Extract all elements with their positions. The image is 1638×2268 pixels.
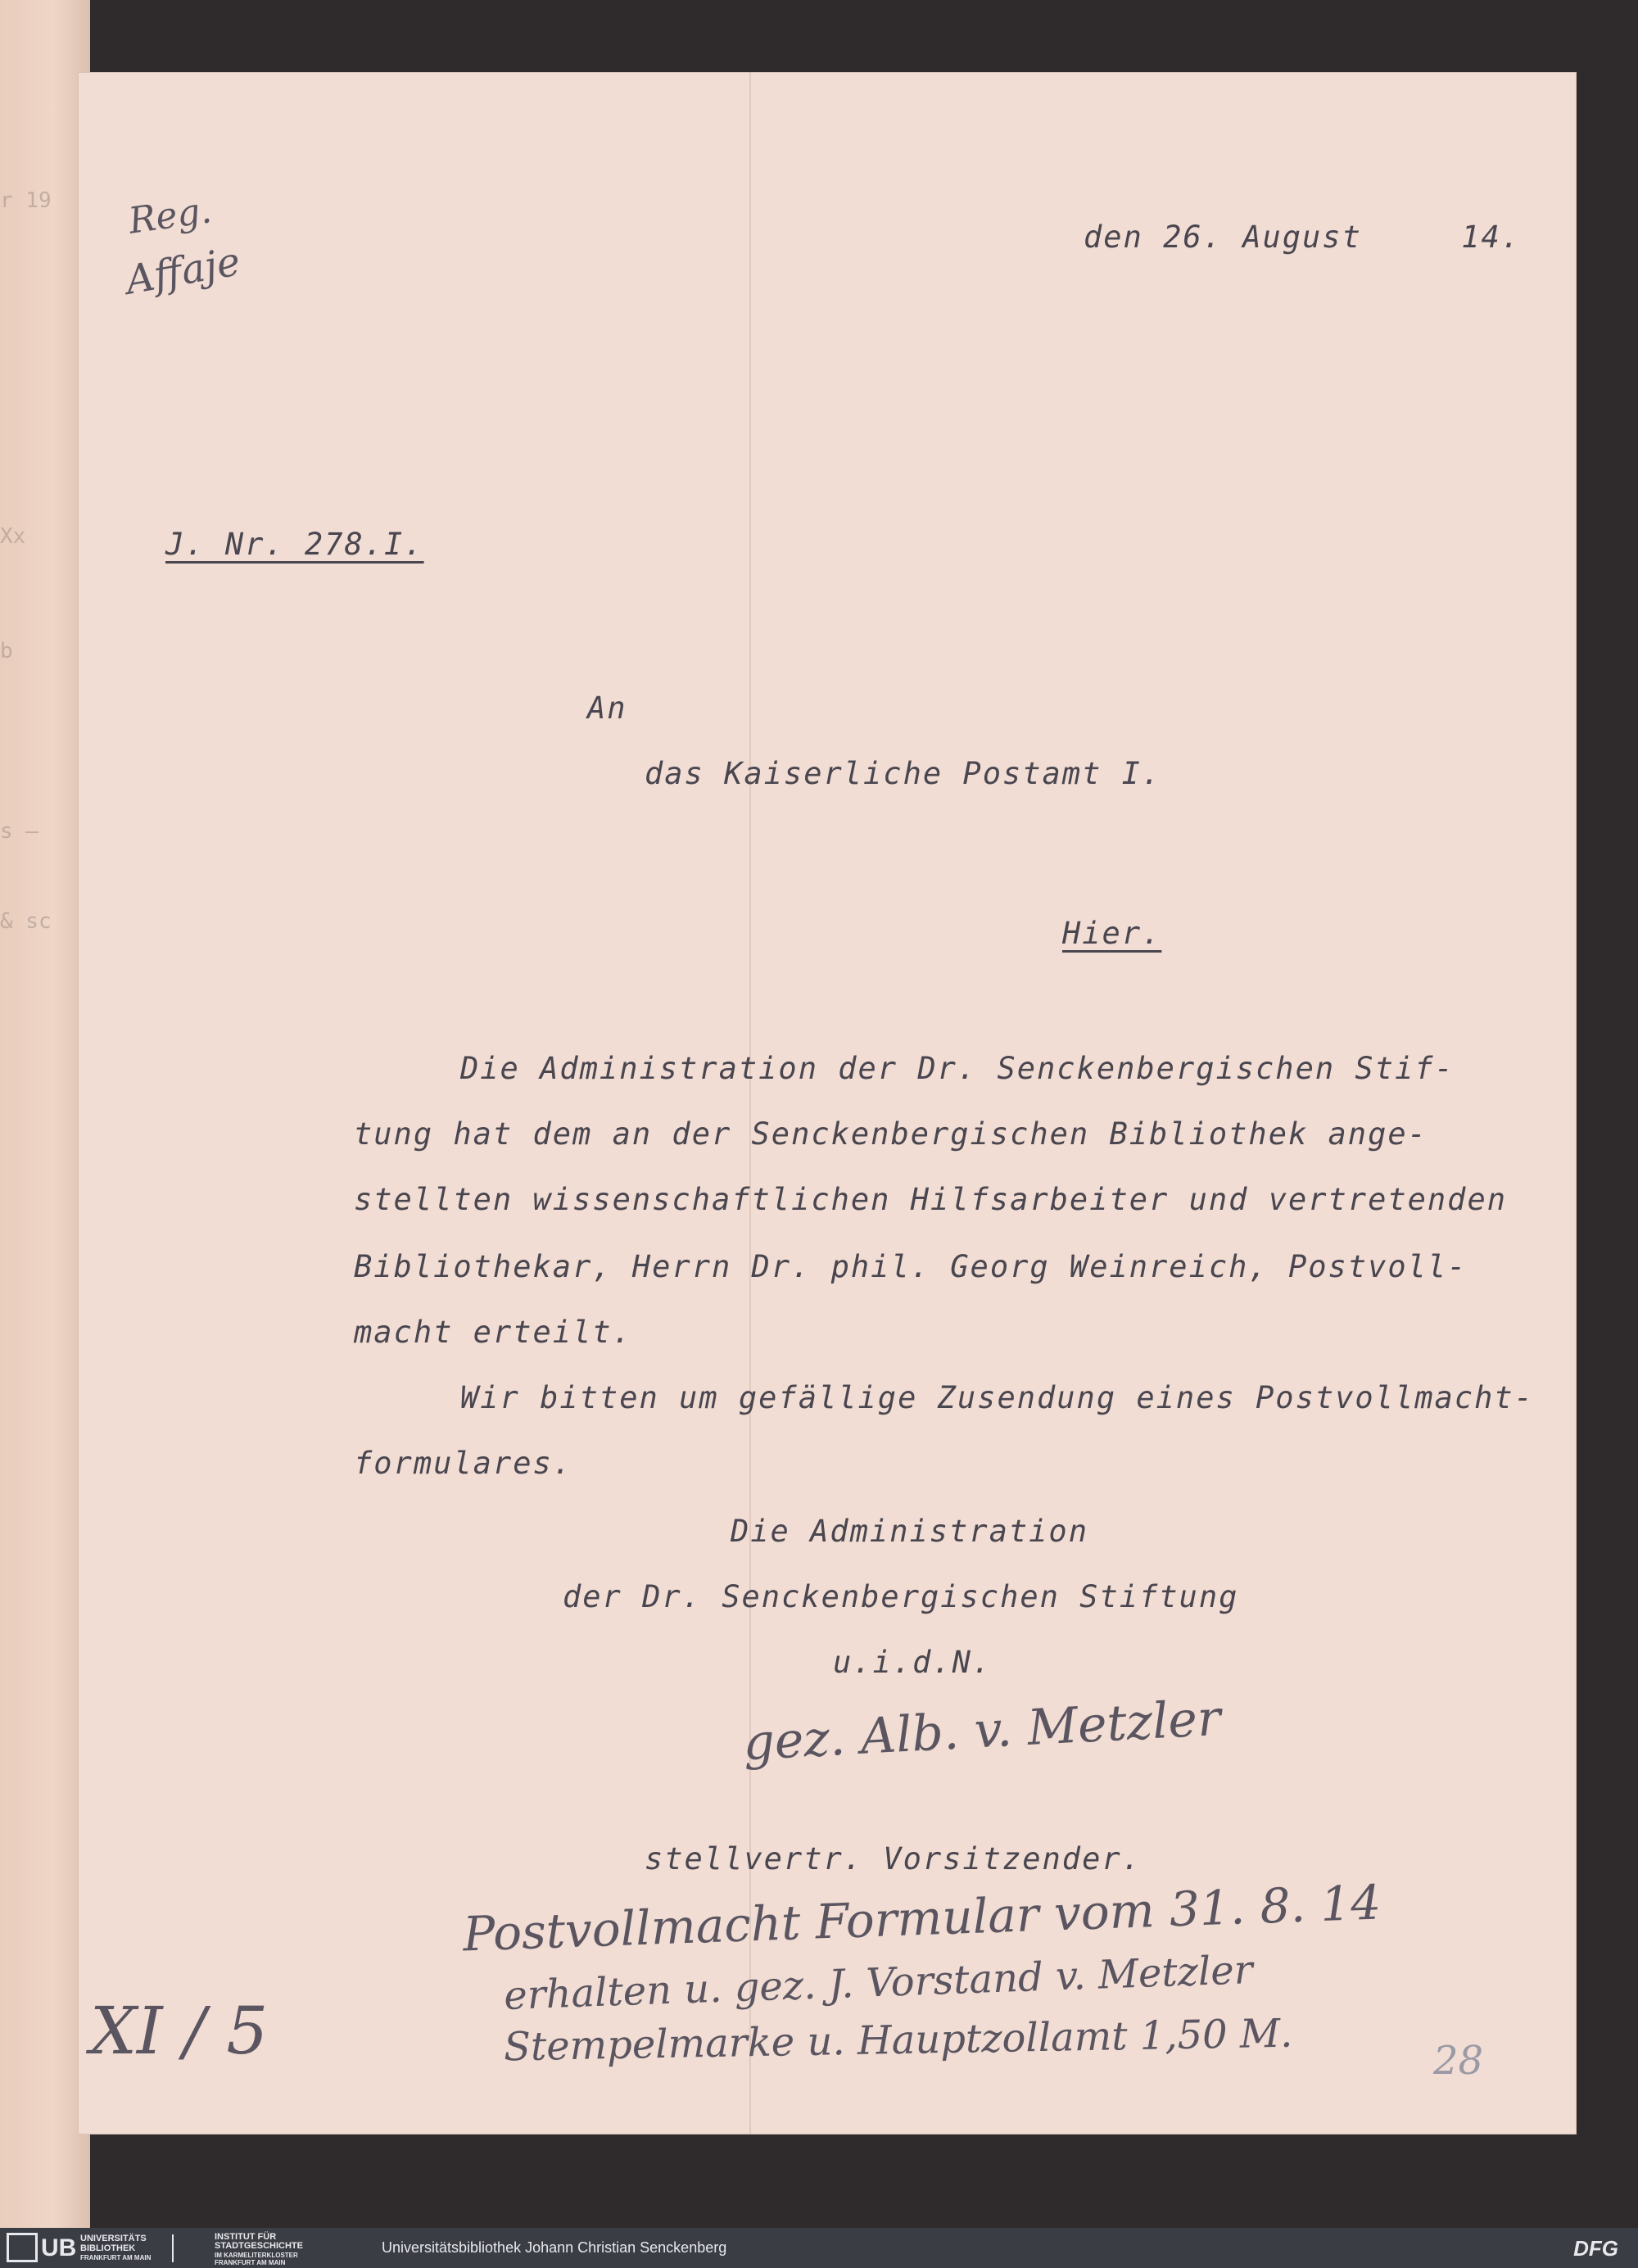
institut-text-line: IM KARMELITERKLOSTER (215, 2252, 298, 2259)
ub-logo-icon (7, 2233, 38, 2262)
signatory-title: stellvertr. Vorsitzender. (645, 1841, 1142, 1876)
body-line: formulares. (354, 1446, 573, 1481)
ghost-text: r 19 (0, 188, 52, 213)
institut-text-line: INSTITUT FÜR (215, 2232, 277, 2242)
address-an: An (587, 690, 627, 726)
body-line: macht erteilt. (354, 1315, 632, 1350)
page-number: 28 (1433, 2038, 1484, 2084)
handwritten-corner-note-1: Reg. (125, 189, 215, 242)
previous-page-edge (0, 0, 90, 2228)
ghost-text: & sc (0, 909, 52, 934)
institut-text-line: STADTGESCHICHTE (215, 2241, 303, 2251)
ub-logo-text: UB (41, 2234, 77, 2261)
body-line: Die Administration der Dr. Senckenbergischen Stif- (460, 1051, 1455, 1086)
handwritten-note-line: Postvollmacht Formular vom 31. 8. 14 (462, 1874, 1382, 1962)
footer-caption: Universitätsbibliothek Johann Christian Senckenberg (382, 2239, 727, 2256)
body-line: Bibliothekar, Herrn Dr. phil. Georg Weinreich, Postvoll- (354, 1249, 1468, 1284)
handwritten-corner-note-2: Affaje (122, 238, 244, 304)
body-line: Wir bitten um gefällige Zusendung eines Postvollmacht- (460, 1380, 1534, 1415)
handwritten-note-line: erhalten u. gez. J. Vorstand v. Metzler (503, 1947, 1254, 2019)
recipient: das Kaiserliche Postamt I. (645, 756, 1162, 791)
ub-text-line: UNIVERSITÄTS (80, 2234, 147, 2243)
body-line: stellten wissenschaftlichen Hilfsarbeiter und vertretenden (354, 1182, 1508, 1217)
letter-date: den 26. August 14. (1084, 220, 1522, 255)
place-hier: Hier. (1062, 916, 1162, 951)
signature-line: der Dr. Senckenbergischen Stiftung (563, 1579, 1239, 1614)
ub-text-line: BIBLIOTHEK (80, 2243, 136, 2253)
handwritten-note-line: Stempelmarke u. Hauptzollamt 1,50 M. (503, 2010, 1293, 2071)
handwritten-signature: gez. Alb. v. Metzler (741, 1689, 1223, 1772)
body-line: tung hat dem an der Senckenbergischen Bibliothek ange- (354, 1116, 1428, 1152)
institut-text-line: FRANKFURT AM MAIN (215, 2259, 286, 2266)
ub-text-line: FRANKFURT AM MAIN (80, 2254, 152, 2261)
signature-line: u.i.d.N. (833, 1645, 993, 1680)
reference-number: J. Nr. 278.I. (165, 527, 424, 562)
dfg-logo: DFG (1573, 2236, 1618, 2261)
file-mark: XI / 5 (90, 1993, 269, 2069)
letter-page (78, 72, 1577, 2134)
signature-line: Die Administration (731, 1514, 1088, 1549)
footer-bar (0, 2228, 1638, 2268)
ghost-text: Xx (0, 524, 26, 549)
ghost-text: s — (0, 819, 38, 844)
ghost-text: b (0, 639, 13, 663)
footer-divider (172, 2234, 174, 2262)
